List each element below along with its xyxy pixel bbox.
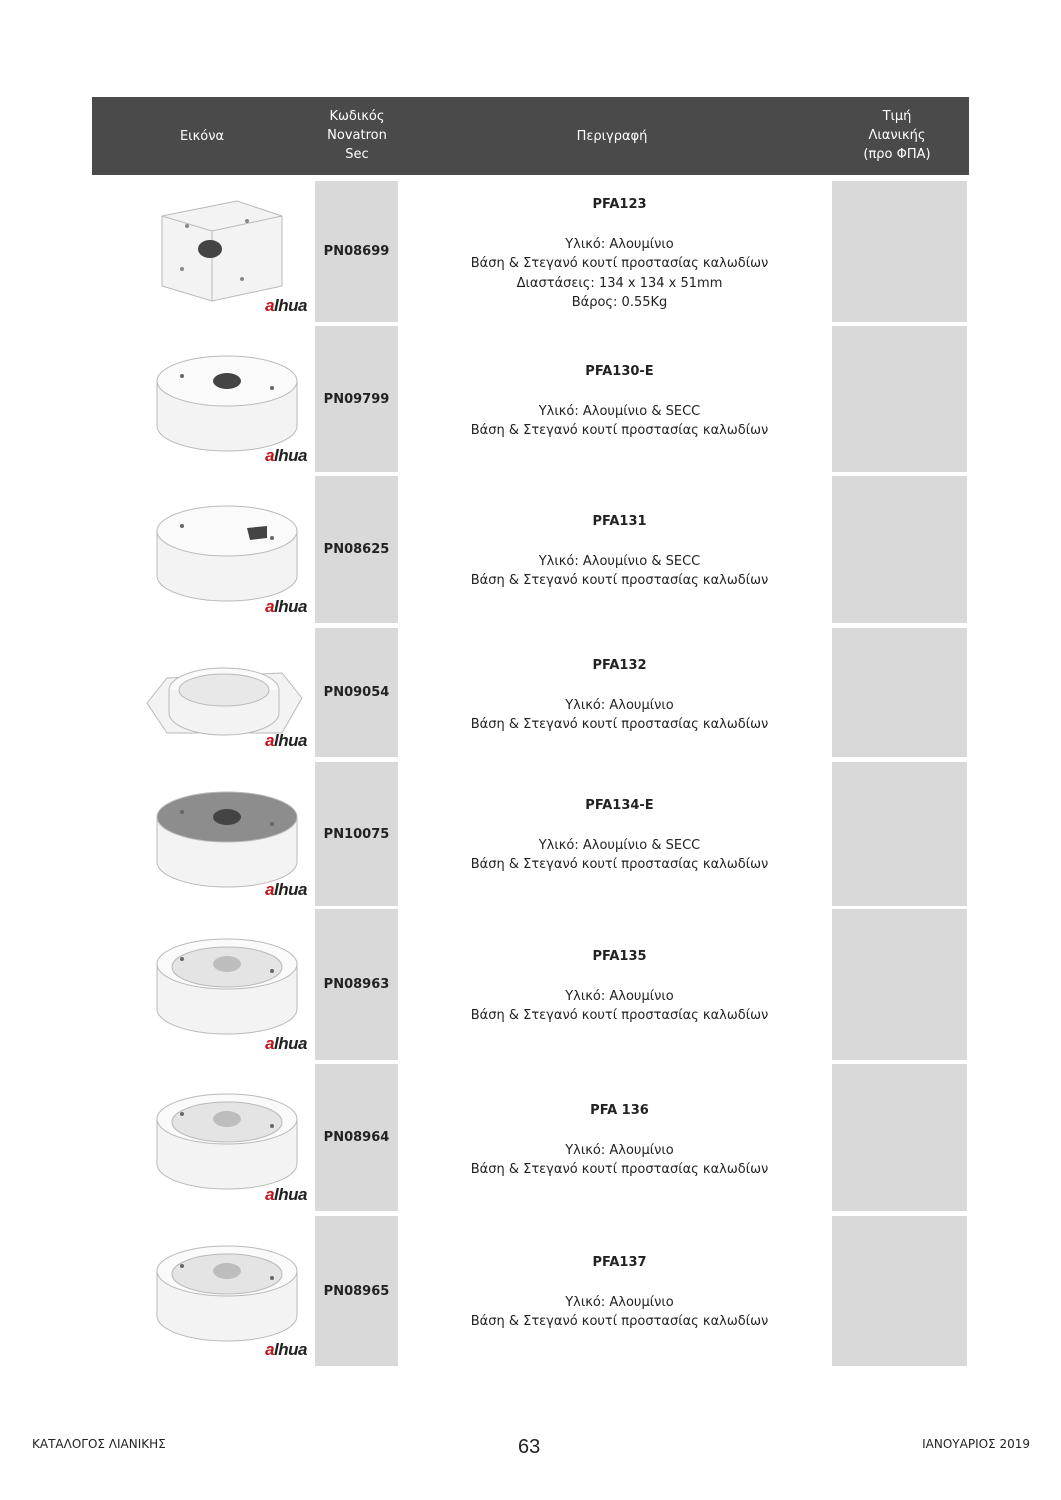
product-image-cell: [122, 909, 312, 1060]
product-description: [422, 512, 817, 591]
product-model: PFA137: [592, 1255, 647, 1270]
product-model: PFA130-E: [585, 364, 654, 379]
table-row: [92, 1216, 969, 1366]
table-row: [92, 181, 969, 322]
description-line: Βάση & Στεγανό κουτί προστασίας καλωδίων: [470, 1008, 769, 1023]
description-line: Βάση & Στεγανό κουτί προστασίας καλωδίων: [470, 717, 769, 732]
table-row: [92, 628, 969, 757]
description-line: Βάση & Στεγανό κουτί προστασίας καλωδίων: [470, 256, 769, 271]
product-price: [832, 628, 967, 757]
product-description: [422, 1253, 817, 1332]
product-price: [832, 326, 967, 472]
product-price: [832, 1216, 967, 1366]
product-code: PN09799: [315, 326, 398, 472]
footer-date: ΙΑΝΟΥΑΡΙΟΣ 2019: [922, 1437, 1030, 1451]
product-description: [422, 796, 817, 875]
table-row: [92, 762, 969, 906]
product-image-cell: [122, 1064, 312, 1211]
product-model: PFA134-E: [585, 798, 654, 813]
product-model: PFA132: [592, 658, 647, 673]
product-model: PFA131: [592, 514, 647, 529]
column-header-price: [837, 107, 957, 164]
product-description: [422, 947, 817, 1026]
column-header-image: Εικόνα: [179, 129, 225, 144]
dahua-logo: alhua: [265, 1034, 307, 1053]
product-image-cell: [122, 326, 312, 472]
product-code: PN10075: [315, 762, 398, 906]
product-price: [832, 1064, 967, 1211]
dahua-logo: alhua: [265, 597, 307, 616]
product-code: PN08699: [315, 181, 398, 322]
column-header-code: [312, 107, 402, 164]
dahua-logo: alhua: [265, 1185, 307, 1204]
description-line: Διαστάσεις: 134 x 134 x 51mm: [516, 275, 723, 291]
product-image-cell: [122, 476, 312, 623]
dahua-logo: alhua: [265, 296, 307, 315]
description-line: Υλικό: Αλουμίνιο & SECC: [538, 553, 701, 569]
description-line: Υλικό: Αλουμίνιο: [565, 1294, 674, 1310]
table-row: [92, 476, 969, 623]
product-image-cell: [122, 181, 312, 322]
product-price: [832, 476, 967, 623]
product-price: [832, 762, 967, 906]
product-image: [142, 336, 312, 456]
table-row: [92, 1064, 969, 1211]
product-model: PFA135: [592, 949, 647, 964]
product-image: [142, 486, 312, 606]
table-row: [92, 909, 969, 1060]
product-description: [422, 362, 817, 441]
table-row: [92, 326, 969, 472]
product-description: [422, 656, 817, 735]
product-code: PN08625: [315, 476, 398, 623]
product-image: [142, 919, 312, 1039]
description-line: Βάση & Στεγανό κουτί προστασίας καλωδίων: [470, 857, 769, 872]
product-price: [832, 909, 967, 1060]
product-image-cell: [122, 628, 312, 757]
product-code: PN09054: [315, 628, 398, 757]
dahua-logo: alhua: [265, 1340, 307, 1359]
description-line: Υλικό: Αλουμίνιο: [565, 988, 674, 1004]
dahua-logo: alhua: [265, 731, 307, 750]
product-code: PN08965: [315, 1216, 398, 1366]
dahua-logo: alhua: [265, 880, 307, 899]
description-line: Υλικό: Αλουμίνιο: [565, 236, 674, 252]
product-price: [832, 181, 967, 322]
product-image: [142, 1226, 312, 1346]
description-line: Υλικό: Αλουμίνιο: [565, 1142, 674, 1158]
description-line: Βάση & Στεγανό κουτί προστασίας καλωδίων: [470, 1314, 769, 1329]
product-image-cell: [122, 1216, 312, 1366]
product-code: PN08963: [315, 909, 398, 1060]
dahua-logo: alhua: [265, 446, 307, 465]
description-line: Βάρος: 0.55Kg: [571, 295, 668, 310]
product-image: [142, 191, 312, 311]
description-line: Υλικό: Αλουμίνιο & SECC: [538, 403, 701, 419]
page-number: 63: [518, 1436, 541, 1458]
code-header-line1: Κωδικός: [329, 109, 385, 124]
product-model: PFA123: [592, 197, 647, 212]
code-header-line2: Novatron: [327, 128, 387, 143]
price-header-line1: Τιμή: [882, 109, 912, 124]
price-header-line2: Λιανικής: [868, 128, 926, 143]
product-image: [142, 1074, 312, 1194]
table-header: [92, 97, 969, 175]
footer-catalog-title: ΚΑΤΑΛΟΓΟΣ ΛΙΑΝΙΚΗΣ: [32, 1437, 166, 1451]
product-code: PN08964: [315, 1064, 398, 1211]
product-description: [422, 195, 817, 313]
description-line: Βάση & Στεγανό κουτί προστασίας καλωδίων: [470, 1162, 769, 1177]
description-line: Βάση & Στεγανό κουτί προστασίας καλωδίων: [470, 423, 769, 438]
product-image: [142, 772, 312, 892]
product-description: [422, 1101, 817, 1180]
code-header-line3: Sec: [345, 147, 369, 162]
description-line: Υλικό: Αλουμίνιο: [565, 697, 674, 713]
price-header-line3: (προ ΦΠΑ): [863, 147, 931, 162]
product-image-cell: [122, 762, 312, 906]
description-line: Βάση & Στεγανό κουτί προστασίας καλωδίων: [470, 573, 769, 588]
description-line: Υλικό: Αλουμίνιο & SECC: [538, 837, 701, 853]
product-model: PFA 136: [590, 1103, 649, 1118]
column-header-description: Περιγραφή: [576, 129, 648, 144]
